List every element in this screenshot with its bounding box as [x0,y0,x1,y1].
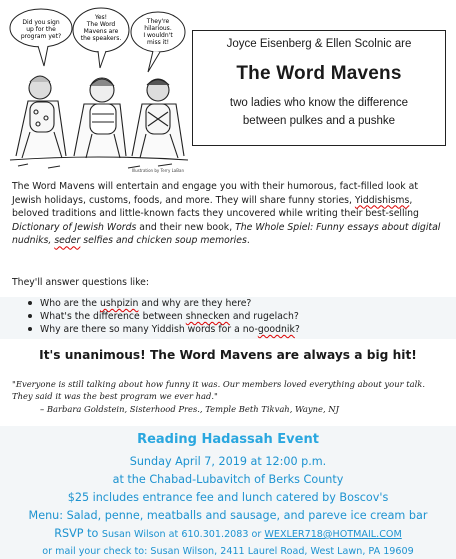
event-rsvp [0,527,456,540]
list-item: Who are the ushpizin and why are they here? [40,297,456,310]
intro-text-2: , beloved traditions and little-known facts they uncovered while writing their best-selling [12,194,419,220]
subtitle-line-1: two ladies who know the difference [229,97,409,109]
questions-list [0,297,456,336]
rsvp-email-link[interactable]: WEXLER718@HOTMAIL.COM [264,529,402,540]
mail-address: Susan Wilson, 2411 Laurel Road, West Lawn, PA 19609 [150,546,414,557]
list-item: What's the difference between shnecken and rugelach? [40,310,456,323]
intro-text-1: The Word Mavens will entertain and engage you with their humorous, fact-filled look at Jewish holidays, customs, foods, and more. They will share funny stories, [12,181,418,206]
intro-paragraph [12,180,442,248]
questions-block [0,297,456,339]
mail-label: or mail your check to: [42,546,151,557]
title-box [192,30,446,146]
book-title-whole-spiel-a: The Whole Spiel: Funny essays about digital nudniks, [12,221,441,247]
list-item: Why are there so many Yiddish words for a no-goodnik? [40,323,456,336]
event-venue: at the Chabad-Lubavitch of Berks County [112,473,344,486]
cartoon-credit: Illustration by Terry LaBan [131,168,184,173]
book-title-dictionary: Dictionary of Jewish Words [12,221,137,233]
intro-text-3: and their new book, [136,221,236,233]
tagline: It's unanimous! The Word Mavens are always a big hit! [39,348,417,362]
event-title: Reading Hadassah Event [137,432,319,447]
rsvp-label: RSVP to [54,527,102,540]
authors-line: Joyce Eisenberg & Ellen Scolnic are [226,38,412,50]
subtitle-line-2: between pulkes and a pushke [242,115,396,127]
rsvp-contact: Susan Wilson at 610.301.2083 or [101,529,265,540]
bubble-right-text: They're hilarious. I wouldn't miss it! [143,18,173,46]
book-title-seder: seder [54,235,81,247]
book-title-whole-spiel-b: selfies and chicken soup memories [80,235,247,247]
event-price: $25 includes entrance fee and lunch catered by Boscov's [67,491,389,504]
questions-heading: They'll answer questions like: [12,277,150,288]
event-menu: Menu: Salad, penne, meatballs and sausage, and pareve ice cream bar [28,509,428,522]
page-title: The Word Mavens [236,63,402,84]
testimonial-quote: "Everyone is still talking about how funny it was. Our members loved everything about your talk. They said it was the best program we ever had." [12,379,426,401]
event-date: Sunday April 7, 2019 at 12:00 p.m. [129,455,327,468]
intro-text-4: . [246,235,250,247]
testimonial-attribution: – Barbara Goldstein, Sisterhood Pres., Temple Beth Tikvah, Wayne, NJ [40,404,339,414]
bubble-left-text: Did you sign up for the program yet? [20,19,62,40]
intro-yiddishisms: Yiddishisms [354,194,410,206]
event-mail [0,544,456,557]
bubble-middle-text: Yes! The Word Mavens are the speakers. [80,14,122,42]
cartoon-illustration [8,6,190,174]
